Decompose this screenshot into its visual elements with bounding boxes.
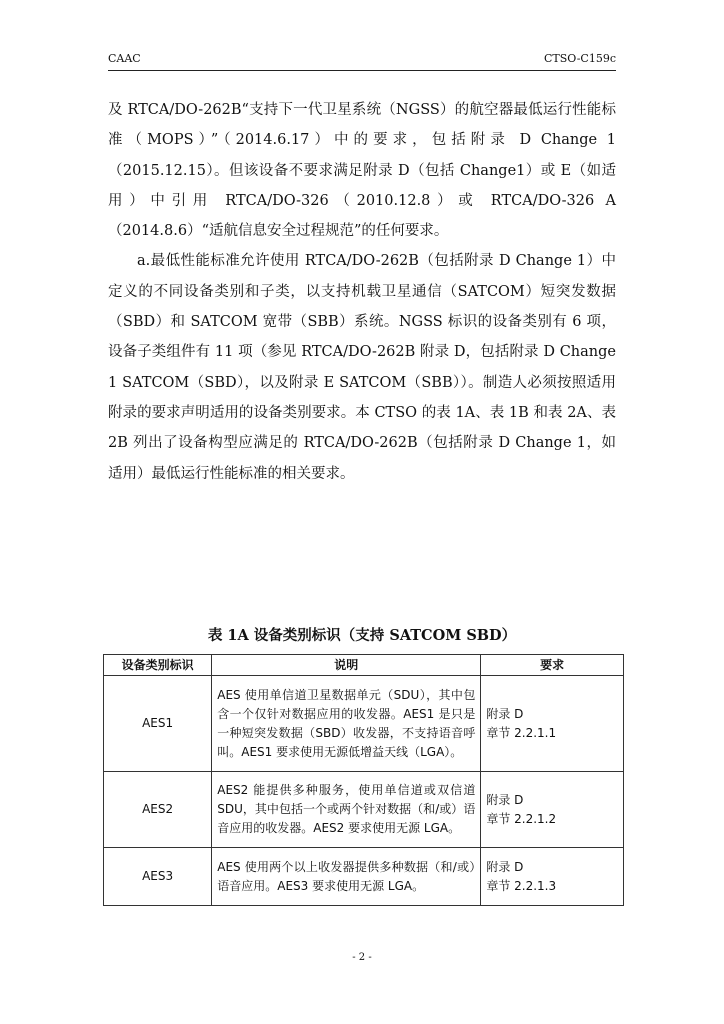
row-requirement (481, 848, 624, 906)
table-title: 表 1A 设备类别标识（支持 SATCOM SBD） (207, 627, 517, 644)
table-row (104, 848, 624, 906)
row-description: AES 使用单信道卫星数据单元（SDU），其中包含一个仅针对数据应用的收发器。AES1 是只是一种短突发数据（SBD）收发器，不支持语音呼叫。AES1 要求使用无源低增益天线（LGA）。 (212, 676, 481, 772)
row-category: AES2 (104, 772, 212, 848)
row-requirement (481, 676, 624, 772)
body-text (108, 95, 616, 489)
paragraph-continuation: 及 RTCA/DO-262B“支持下一代卫星系统（NGSS）的航空器最低运行性能标准（MOPS）”（2014.6.17）中的要求，包括附录 D Change 1（2015.12.15）。但该设备不要求满足附录 D（包括 Change1）或 E（如适用）中引用 RTCA/DO-326（2010.12.8）或 RTCA/DO-326 A（2014.8.6）“适航信息安全过程规范”的任何要求。 (108, 102, 616, 240)
row-category: AES3 (104, 848, 212, 906)
equipment-class-table (103, 654, 624, 906)
row-requirement (481, 772, 624, 848)
requirement-section: 章节 2.2.1.3 (486, 878, 557, 893)
table-row (104, 772, 624, 848)
requirement-section: 章节 2.2.1.2 (486, 811, 557, 826)
row-description: AES2 能提供多种服务，使用单信道或双信道 SDU，其中包括一个或两个针对数据（和/或）语音应用的收发器。AES2 要求使用无源 LGA。 (212, 772, 481, 848)
requirement-appendix: 附录 D (486, 859, 524, 874)
requirement-appendix: 附录 D (486, 706, 524, 721)
requirement-section: 章节 2.2.1.1 (486, 725, 557, 740)
requirement-appendix: 附录 D (486, 792, 524, 807)
table-row (104, 676, 624, 772)
page-number: - 2 - (352, 952, 372, 963)
row-category: AES1 (104, 676, 212, 772)
table-header-row (104, 655, 624, 676)
header-category: 设备类别标识 (104, 655, 212, 676)
paragraph-a: a.最低性能标准允许使用 RTCA/DO-262B（包括附录 D Change 1）中定义的不同设备类别和子类，以支持机载卫星通信（SATCOM）短突发数据（SBD）和 SATCOM 宽带（SBB）系统。NGSS 标识的设备类别有 6 项，设备子类组件有 11 项（参见 RTCA/DO-262B 附录 D，包括附录 D Change 1 SATCOM（SBD），以及附录 E SATCOM（SBB））。制造人必须按照适用附录的要求声明适用的设备类别要求。本 CTSO 的表 1A、表 1B 和表 2A、表 2B 列出了设备构型应满足的 RTCA/DO-262B（包括附录 D Change 1，如适用）最低运行性能标准的相关要求。 (108, 253, 616, 482)
header-requirement: 要求 (481, 655, 624, 676)
page-header (108, 52, 616, 71)
row-description: AES 使用两个以上收发器提供多种数据（和/或）语音应用。AES3 要求使用无源 LGA。 (212, 848, 481, 906)
header-doc-id: CTSO-C159c (544, 52, 616, 65)
header-description: 说明 (212, 655, 481, 676)
header-org: CAAC (108, 52, 141, 65)
